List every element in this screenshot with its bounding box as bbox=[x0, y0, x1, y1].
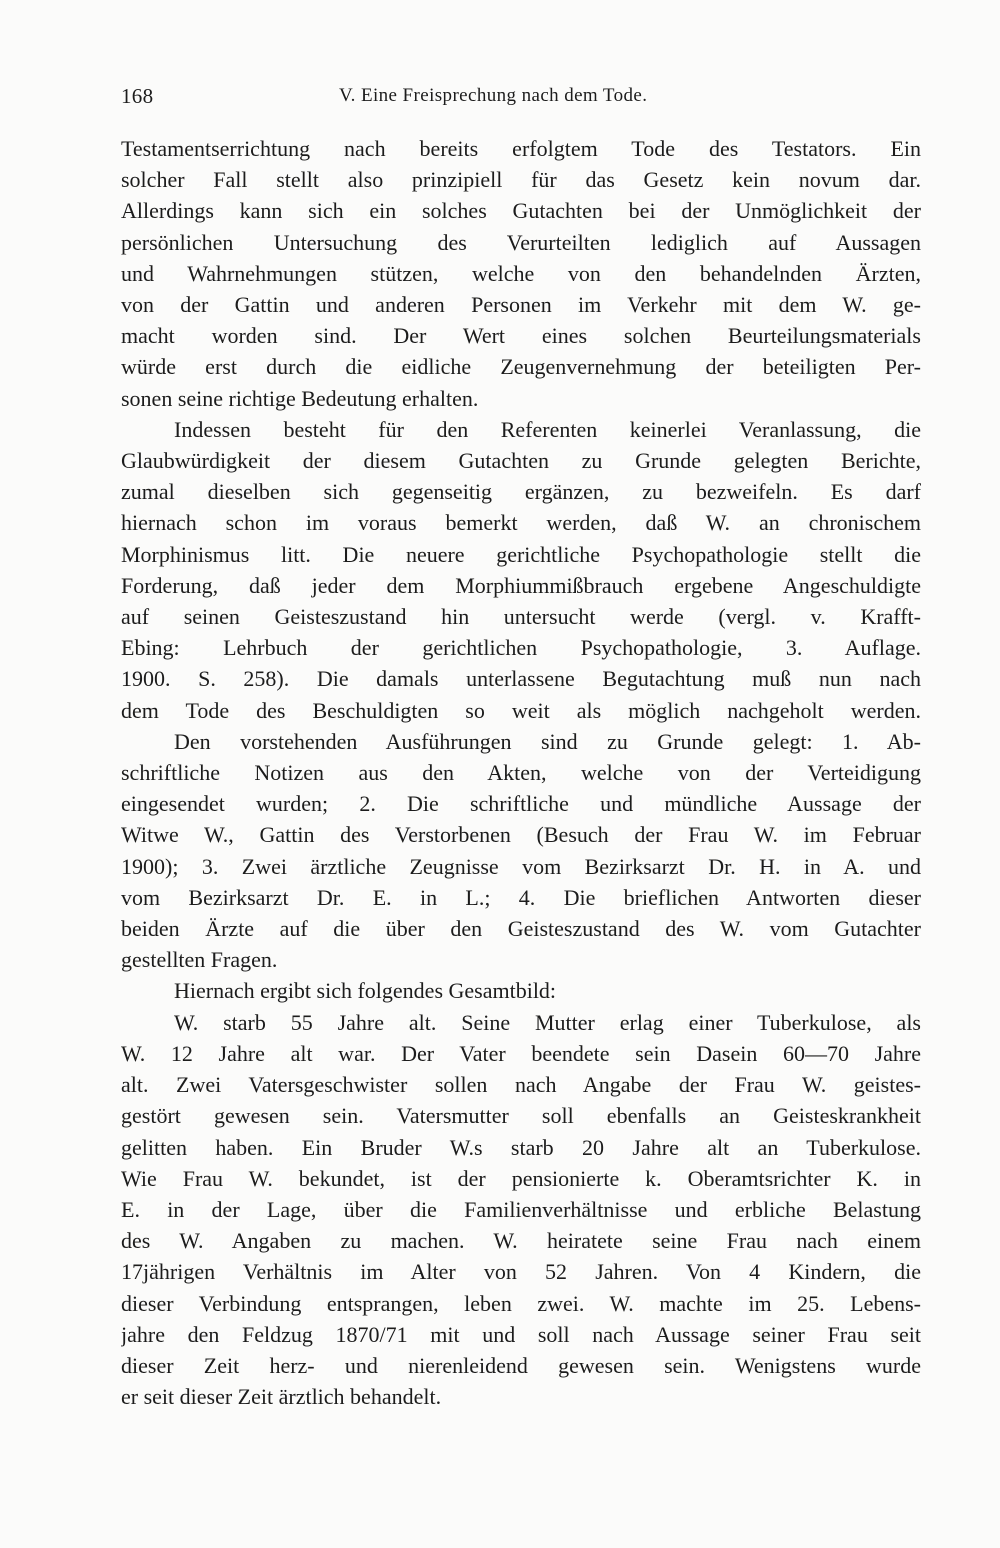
text-line: würde erst durch die eidliche Zeugenvernehmung der beteiligten Per- bbox=[121, 354, 921, 380]
text-line: beiden Ärzte auf die über den Geisteszustand des W. vom Gutachter bbox=[121, 916, 921, 942]
text-line: dieser Zeit herz- und nierenleidend gewesen sein. Wenigstens wurde bbox=[121, 1352, 921, 1378]
text-line: E. in der Lage, über die Familienverhältnisse und erbliche Belastung bbox=[121, 1196, 921, 1222]
page-header bbox=[121, 84, 921, 118]
text-line: Ebing: Lehrbuch der gerichtlichen Psychopathologie, 3. Auflage. bbox=[121, 635, 921, 661]
page-number: 168 bbox=[121, 84, 154, 108]
text-line: Allerdings kann sich ein solches Gutachten bei der Unmöglichkeit der bbox=[121, 198, 921, 224]
text-line: von der Gattin und anderen Personen im Verkehr mit dem W. ge- bbox=[121, 292, 921, 318]
running-head: V. Eine Freisprechung nach dem Tode. bbox=[339, 85, 648, 106]
text-line: 1900); 3. Zwei ärztliche Zeugnisse vom Bezirksarzt Dr. H. in A. und bbox=[121, 853, 921, 879]
text-line: macht worden sind. Der Wert eines solchen Beurteilungsmaterials bbox=[121, 323, 921, 349]
text-line: 17jährigen Verhältnis im Alter von 52 Jahren. Von 4 Kindern, die bbox=[121, 1259, 921, 1285]
text-line: und Wahrnehmungen stützen, welche von den behandelnden Ärzten, bbox=[121, 260, 921, 286]
text-line: vom Bezirksarzt Dr. E. in L.; 4. Die brieflichen Antworten dieser bbox=[121, 884, 921, 910]
text-line: 1900. S. 258). Die damals unterlassene Begutachtung muß nun nach bbox=[121, 666, 921, 692]
text-line: Hiernach ergibt sich folgendes Gesamtbild: bbox=[174, 978, 557, 1004]
text-line: gestellten Fragen. bbox=[121, 947, 278, 973]
text-line: schriftliche Notizen aus den Akten, welche von der Verteidigung bbox=[121, 760, 921, 786]
text-line: zumal dieselben sich gegenseitig ergänzen, zu bezweifeln. Es darf bbox=[121, 479, 921, 505]
text-line: solcher Fall stellt also prinzipiell für das Gesetz kein novum dar. bbox=[121, 167, 921, 193]
text-line: Witwe W., Gattin des Verstorbenen (Besuch der Frau W. im Februar bbox=[121, 822, 921, 848]
text-line: persönlichen Untersuchung des Verurteilten lediglich auf Aussagen bbox=[121, 229, 921, 255]
text-line: er seit dieser Zeit ärztlich behandelt. bbox=[121, 1384, 442, 1410]
text-line: Testamentserrichtung nach bereits erfolgtem Tode des Testators. Ein bbox=[121, 136, 921, 161]
text-line: Indessen besteht für den Referenten keinerlei Veranlassung, die bbox=[174, 416, 921, 442]
text-line: jahre den Feldzug 1870/71 mit und soll nach Aussage seiner Frau seit bbox=[121, 1321, 921, 1347]
text-line: alt. Zwei Vatersgeschwister sollen nach Angabe der Frau W. geistes- bbox=[121, 1072, 921, 1098]
text-line: Forderung, daß jeder dem Morphiummißbrauch ergebene Angeschuldigte bbox=[121, 572, 921, 598]
text-line: W. 12 Jahre alt war. Der Vater beendete sein Dasein 60—70 Jahre bbox=[121, 1040, 921, 1066]
text-line: hiernach schon im voraus bemerkt werden, daß W. an chronischem bbox=[121, 510, 921, 536]
text-line: sonen seine richtige Bedeutung erhalten. bbox=[121, 385, 479, 411]
text-line: W. starb 55 Jahre alt. Seine Mutter erlag einer Tuberkulose, als bbox=[174, 1009, 921, 1035]
text-line: eingesendet wurden; 2. Die schriftliche und mündliche Aussage der bbox=[121, 791, 921, 817]
text-line: dem Tode des Beschuldigten so weit als möglich nachgeholt werden. bbox=[121, 697, 921, 723]
text-line: gelitten haben. Ein Bruder W.s starb 20 Jahre alt an Tuberkulose. bbox=[121, 1134, 921, 1160]
text-line: des W. Angaben zu machen. W. heiratete seine Frau nach einem bbox=[121, 1228, 921, 1254]
text-line: Den vorstehenden Ausführungen sind zu Grunde gelegt: 1. Ab- bbox=[174, 728, 921, 754]
text-line: Glaubwürdigkeit der diesem Gutachten zu Grunde gelegten Berichte, bbox=[121, 448, 921, 474]
text-line: dieser Verbindung entsprangen, leben zwei. W. machte im 25. Lebens- bbox=[121, 1290, 921, 1316]
text-line: gestört gewesen sein. Vatersmutter soll ebenfalls an Geisteskrankheit bbox=[121, 1103, 921, 1129]
text-line: auf seinen Geisteszustand hin untersucht werde (vergl. v. Krafft- bbox=[121, 604, 921, 630]
text-line: Wie Frau W. bekundet, ist der pensionierte k. Oberamtsrichter K. in bbox=[121, 1165, 921, 1191]
body-text bbox=[121, 133, 921, 1412]
text-line: Morphinismus litt. Die neuere gerichtliche Psychopathologie stellt die bbox=[121, 541, 921, 567]
